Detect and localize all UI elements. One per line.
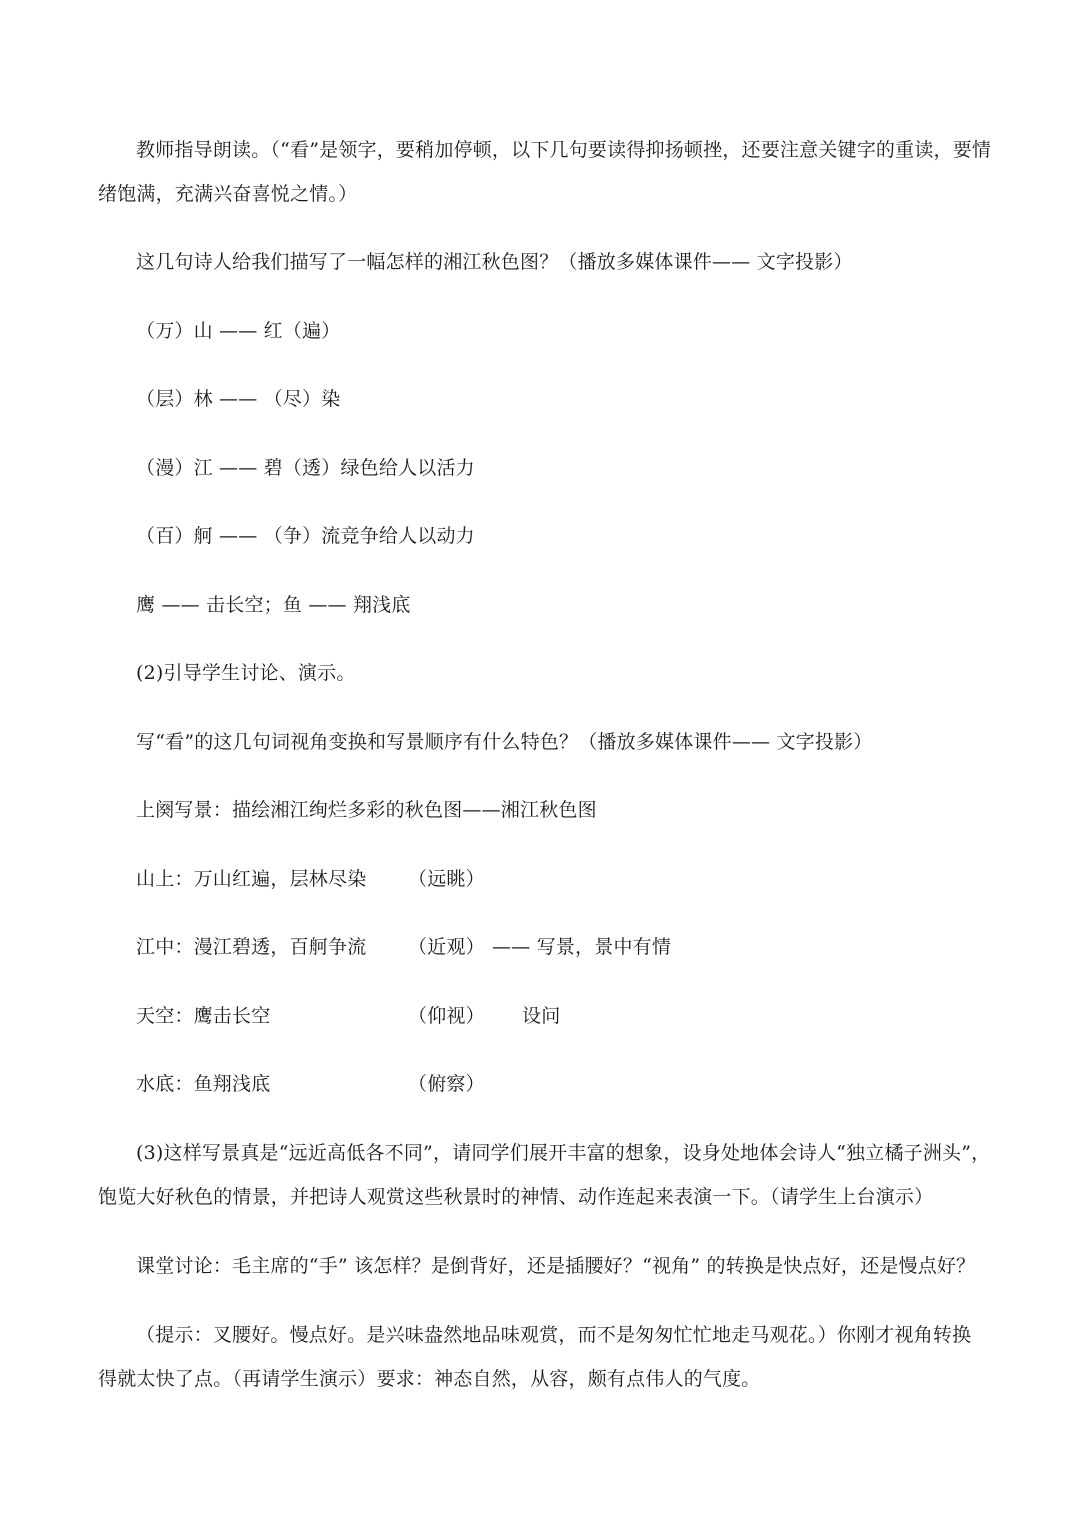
- section-3-line1: (3)这样写景真是“远近高低各不同”，请同学们展开丰富的想象，设身处地体会诗人“独立橘子洲头”，: [136, 1142, 991, 1164]
- section-3-line2: 饱览大好秋色的情景，并把诗人观赏这些秋景时的神情、动作连起来表演一下。（请学生上台演示）: [98, 1186, 934, 1208]
- paragraph-class-discussion: 课堂讨论：毛主席的“手” 该怎样？是倒背好，还是插腰好？“视角” 的转换是快点好，还是慢点好？: [136, 1255, 976, 1277]
- table-row: [136, 1072, 936, 1096]
- list-item-bai-ge: （百）舸 —— （争）流竞争给人以动力: [136, 525, 475, 547]
- table-row: [136, 935, 936, 959]
- scene-note: 设问: [522, 1005, 561, 1027]
- scene-place: 山上：万山红遍，层林尽染: [136, 868, 367, 890]
- table-row: [136, 1004, 936, 1028]
- scene-view: （仰视）: [408, 1005, 485, 1027]
- scene-place: 江中：漫江碧透，百舸争流: [136, 936, 367, 958]
- paragraph-hint-line2: 得就太快了点。（再请学生演示）要求：神态自然，从容，颇有点伟人的气度。: [98, 1368, 761, 1390]
- paragraph-question-perspective: 写“看”的这几句词视角变换和写景顺序有什么特色？（播放多媒体课件—— 文字投影）: [136, 731, 873, 753]
- scene-place: 天空：鹰击长空: [136, 1005, 271, 1027]
- scene-view: （远眺）: [408, 868, 485, 890]
- list-item-ying-yu: 鹰 —— 击长空；鱼 —— 翔浅底: [136, 594, 411, 616]
- paragraph-reading-guide-line1: 教师指导朗读。（“看”是领字，要稍加停顿，以下几句要读得抑扬顿挫，还要注意关键字的重读，要情: [136, 139, 992, 161]
- paragraph-question-autumn-scene: 这几句诗人给我们描写了一幅怎样的湘江秋色图？（播放多媒体课件—— 文字投影）: [136, 251, 853, 273]
- paragraph-reading-guide-line2: 绪饱满，充满兴奋喜悦之情。）: [98, 183, 358, 205]
- list-item-ceng-lin: （层）林 —— （尽）染: [136, 388, 341, 410]
- scene-view: （近观）: [408, 936, 485, 958]
- list-item-wan-shan: （万）山 —— 红（遍）: [136, 320, 341, 342]
- list-item-man-jiang: （漫）江 —— 碧（透）绿色给人以活力: [136, 457, 475, 479]
- scene-place: 水底：鱼翔浅底: [136, 1073, 271, 1095]
- scene-note: —— 写景，景中有情: [492, 936, 672, 958]
- paragraph-upper-stanza-summary: 上阕写景：描绘湘江绚烂多彩的秋色图——湘江秋色图: [136, 799, 597, 821]
- table-row: [136, 867, 936, 891]
- paragraph-hint-line1: （提示：叉腰好。慢点好。是兴味盎然地品味观赏，而不是匆匆忙忙地走马观花。）你刚才视角转换: [136, 1324, 972, 1346]
- scene-view: （俯察）: [408, 1073, 485, 1095]
- section-heading-2: (2)引导学生讨论、演示。: [136, 662, 356, 684]
